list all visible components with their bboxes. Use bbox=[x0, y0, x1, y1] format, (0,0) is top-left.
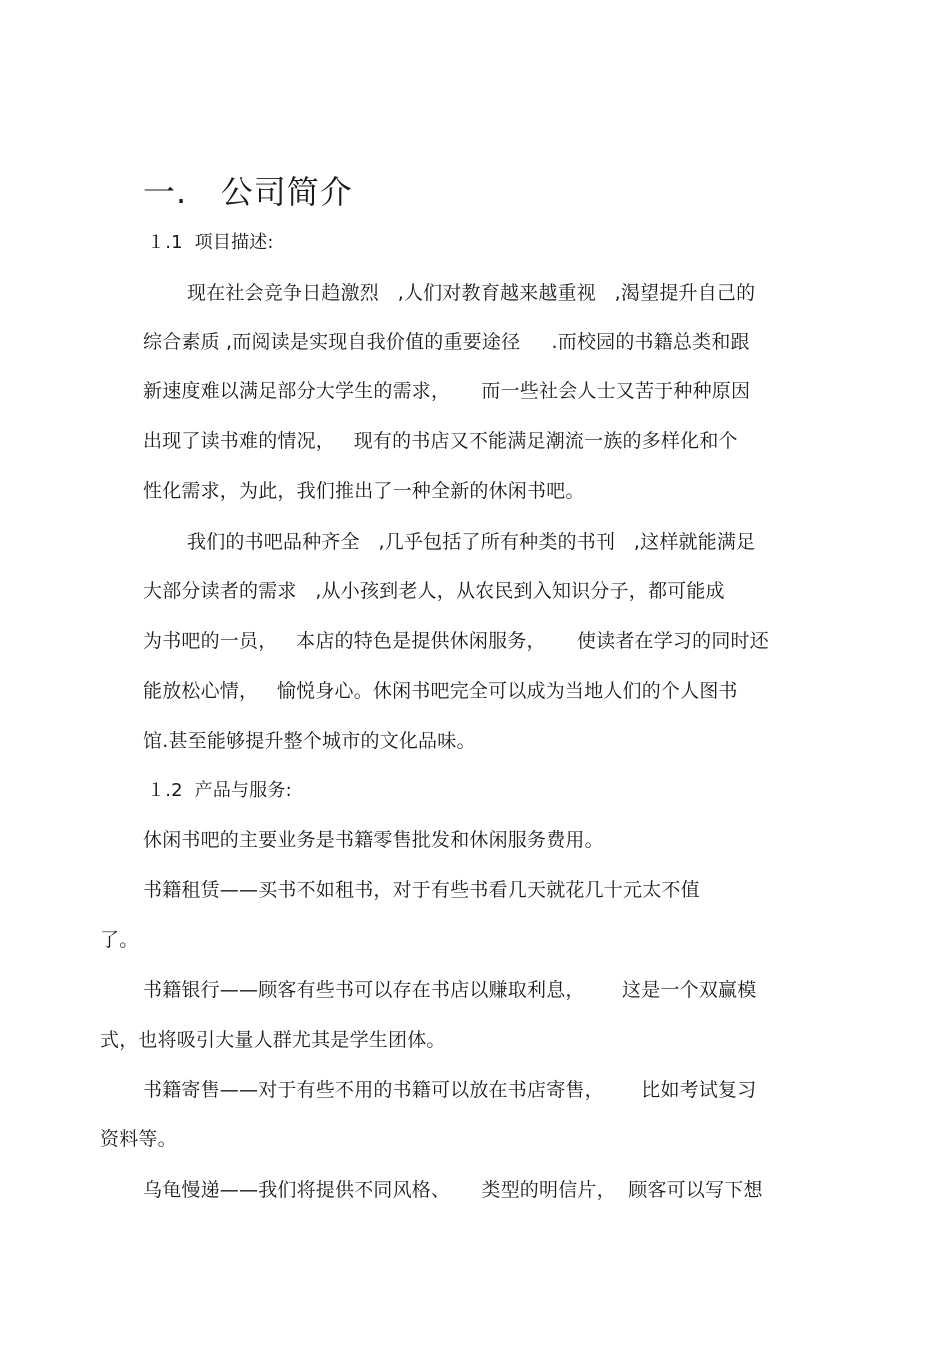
heading-company-intro: 一. 公司简介 bbox=[143, 173, 353, 211]
section-title-project-description: １.1 项目描述: bbox=[147, 232, 274, 253]
service-item-consignment: 书籍寄售——对于有些不用的书籍可以放在书店寄售， 比如考试复习 bbox=[143, 1079, 757, 1101]
paragraph-line: 休闲书吧的主要业务是书籍零售批发和休闲服务费用。 bbox=[143, 829, 604, 851]
service-item-slow-mail: 乌龟慢递——我们将提供不同风格、 类型的明信片， 顾客可以写下想 bbox=[143, 1179, 763, 1201]
paragraph-line: 我们的书吧品种齐全 ,几乎包括了所有种类的书刊 ,这样就能满足 bbox=[187, 531, 756, 553]
paragraph-line: 现在社会竞争日趋激烈 ,人们对教育越来越重视 ,渴望提升自己的 bbox=[187, 282, 756, 304]
paragraph-line: 综合素质 ,而阅读是实现自我价值的重要途径 .而校园的书籍总类和跟 bbox=[143, 331, 750, 353]
paragraph-line: 性化需求，为此，我们推出了一种全新的休闲书吧。 bbox=[143, 480, 585, 502]
paragraph-line: 为书吧的一员， 本店的特色是提供休闲服务， 使读者在学习的同时还 bbox=[143, 630, 769, 652]
paragraph-line: 馆.甚至能够提升整个城市的文化品味。 bbox=[143, 730, 476, 752]
section-title-products-services: １.2 产品与服务: bbox=[147, 780, 292, 801]
paragraph-line: 能放松心情， 愉悦身心。休闲书吧完全可以成为当地人们的个人图书 bbox=[143, 680, 738, 702]
service-item-book-bank-cont: 式，也将吸引大量人群尤其是学生团体。 bbox=[100, 1029, 446, 1051]
service-item-consignment-cont: 资料等。 bbox=[100, 1128, 177, 1150]
paragraph-line: 新速度难以满足部分大学生的需求， 而一些社会人士又苦于种种原因 bbox=[143, 380, 751, 402]
paragraph-line: 出现了读书难的情况， 现有的书店又不能满足潮流一族的多样化和个 bbox=[143, 430, 738, 452]
service-item-book-rental: 书籍租赁——买书不如租书，对于有些书看几天就花几十元太不值 bbox=[143, 879, 700, 901]
paragraph-line: 大部分读者的需求 ,从小孩到老人，从农民到入知识分子，都可能成 bbox=[143, 580, 725, 602]
service-item-book-rental-cont: 了。 bbox=[100, 929, 139, 951]
service-item-book-bank: 书籍银行——顾客有些书可以存在书店以赚取利息， 这是一个双赢模 bbox=[143, 979, 757, 1001]
